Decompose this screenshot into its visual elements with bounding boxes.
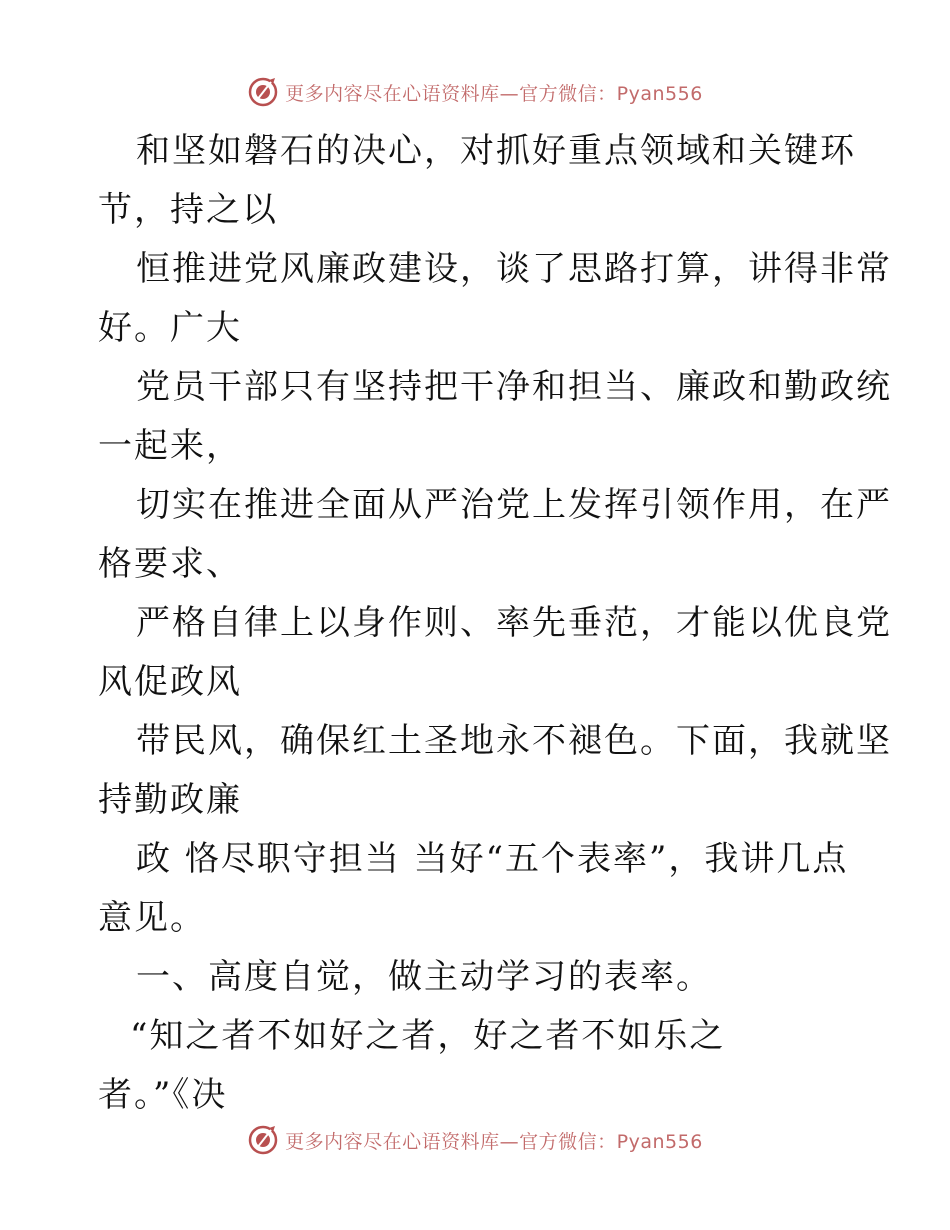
- footer-watermark: [0, 1120, 950, 1160]
- text-line: 风促政风: [98, 662, 242, 702]
- text-line: 政 恪尽职守担当 当好“五个表率”，我讲几点: [136, 839, 849, 879]
- text-line: 恒推进党风廉政建设，谈了思路打算，讲得非常: [136, 249, 892, 289]
- text-line: 好。广大: [98, 308, 242, 348]
- text-line: 切实在推进全面从严治党上发挥引领作用，在严: [136, 485, 892, 525]
- text-line: 节，持之以: [98, 190, 278, 230]
- text-line: 意见。: [98, 898, 206, 938]
- text-line: 者。”《决: [98, 1075, 228, 1115]
- text-line: 格要求、: [98, 544, 242, 584]
- text-line: 带民风，确保红土圣地永不褪色。下面，我就坚: [136, 721, 892, 761]
- header-watermark: [0, 72, 950, 112]
- text-line: 党员干部只有坚持把干净和担当、廉政和勤政统: [136, 367, 892, 407]
- text-line: “知之者不如好之者，好之者不如乐之: [130, 1016, 726, 1056]
- text-line: 一起来，: [98, 426, 242, 466]
- section-heading: 一、高度自觉，做主动学习的表率。: [136, 957, 712, 997]
- text-line: 持勤政廉: [98, 780, 242, 820]
- text-line: 严格自律上以身作则、率先垂范，才能以优良党: [136, 603, 892, 643]
- document-body: [98, 122, 892, 1125]
- text-line: 和坚如磐石的决心，对抓好重点领域和关键环: [136, 131, 856, 171]
- quill-seal-icon: [247, 1124, 279, 1156]
- watermark-text: 更多内容尽在心语资料库—官方微信：Pyan556: [285, 82, 703, 105]
- quill-seal-icon: [247, 76, 279, 108]
- watermark-text: 更多内容尽在心语资料库—官方微信：Pyan556: [285, 1130, 703, 1153]
